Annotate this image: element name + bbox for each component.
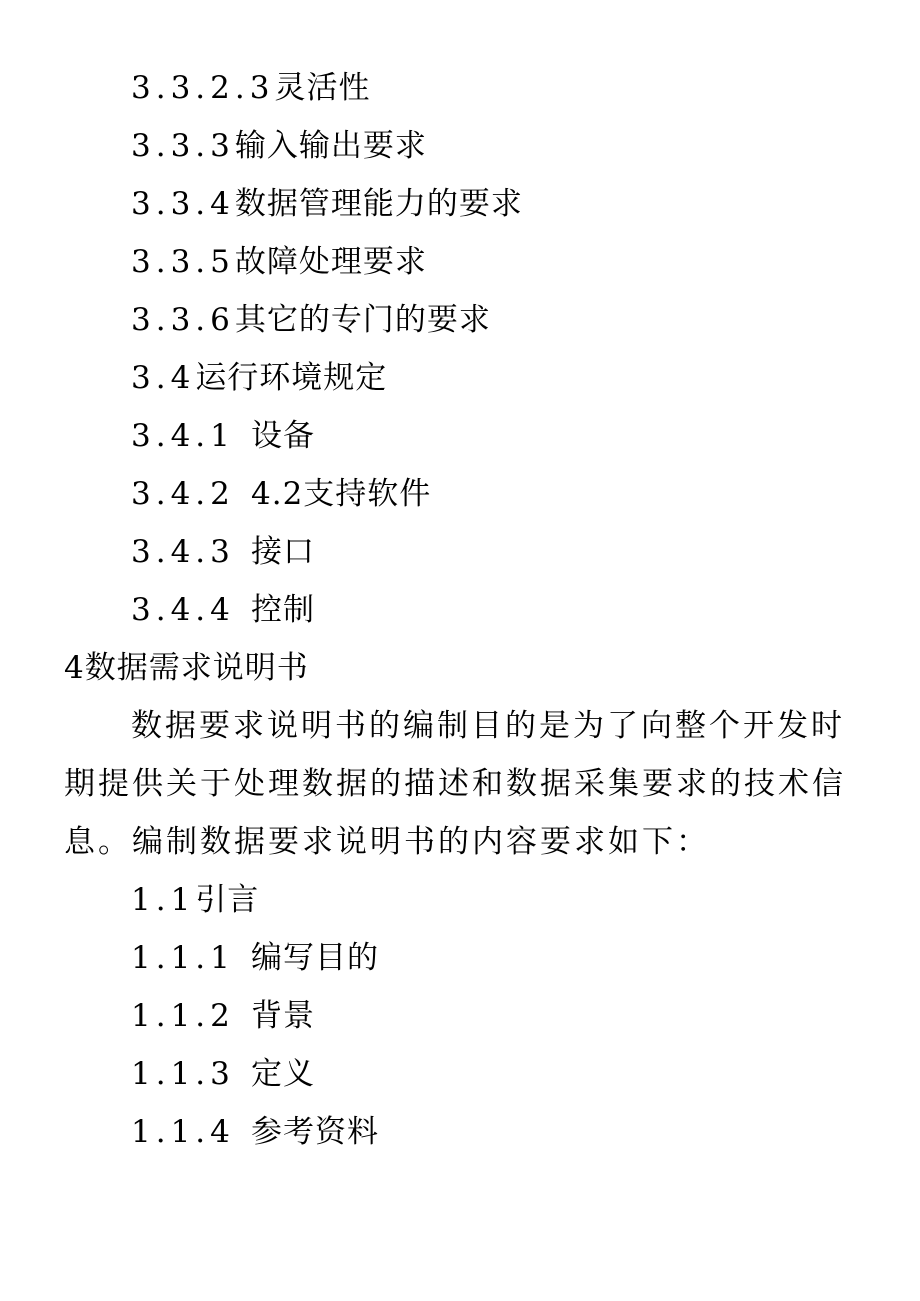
outline-item	[131, 1112, 379, 1152]
outline-number: 1.1.1	[131, 940, 235, 976]
outline-title: 接口	[251, 534, 315, 570]
outline-item	[131, 938, 379, 978]
outline-title: 引言	[195, 882, 260, 918]
outline-title: 4.2支持软件	[251, 476, 432, 512]
outline-number: 3.3.5	[131, 244, 235, 280]
outline-title: 其它的专门的要求	[234, 302, 491, 338]
outline-number: 3.3.6	[131, 302, 235, 338]
outline-number: 3.3.4	[131, 186, 235, 222]
outline-number: 1.1.4	[131, 1114, 235, 1150]
outline-item	[131, 184, 523, 224]
outline-title: 背景	[251, 998, 315, 1034]
outline-number: 3.4.3	[131, 534, 235, 570]
outline-number: 3.4.1	[131, 418, 235, 454]
outline-number: 1.1.3	[131, 1056, 235, 1092]
outline-title: 参考资料	[251, 1114, 379, 1150]
outline-number: 3.3.3	[131, 128, 235, 164]
outline-title: 设备	[251, 418, 315, 454]
outline-item	[131, 590, 315, 630]
outline-number: 3.4.2	[131, 476, 235, 512]
outline-title: 输入输出要求	[234, 128, 427, 164]
outline-number: 3.4.4	[131, 592, 235, 628]
outline-title: 定义	[251, 1056, 315, 1092]
outline-title: 故障处理要求	[234, 244, 427, 280]
outline-title: 灵活性	[274, 70, 371, 106]
outline-item	[131, 300, 491, 340]
outline-number: 3.3.2.3	[131, 70, 275, 106]
section-heading: 4数据需求说明书	[64, 650, 309, 686]
outline-title: 运行环境规定	[195, 360, 388, 396]
paragraph-line: 期提供关于处理数据的描述和数据采集要求的技术信	[64, 766, 846, 802]
outline-title: 编写目的	[251, 940, 379, 976]
paragraph-line: 数据要求说明书的编制目的是为了向整个开发时	[131, 708, 845, 744]
outline-item	[131, 126, 427, 166]
outline-number: 1.1.2	[131, 998, 235, 1034]
outline-title: 控制	[251, 592, 315, 628]
paragraph-line: 息。编制数据要求说明书的内容要求如下：	[64, 824, 710, 860]
outline-number: 3.4	[131, 360, 196, 396]
outline-item	[131, 242, 427, 282]
outline-title: 数据管理能力的要求	[234, 186, 523, 222]
outline-item	[131, 416, 315, 456]
outline-item	[131, 996, 315, 1036]
outline-item	[131, 880, 259, 920]
outline-item	[131, 358, 387, 398]
outline-item	[131, 1054, 315, 1094]
outline-item	[131, 474, 431, 514]
outline-number: 1.1	[131, 882, 196, 918]
outline-item	[131, 532, 315, 572]
outline-item	[131, 68, 370, 108]
